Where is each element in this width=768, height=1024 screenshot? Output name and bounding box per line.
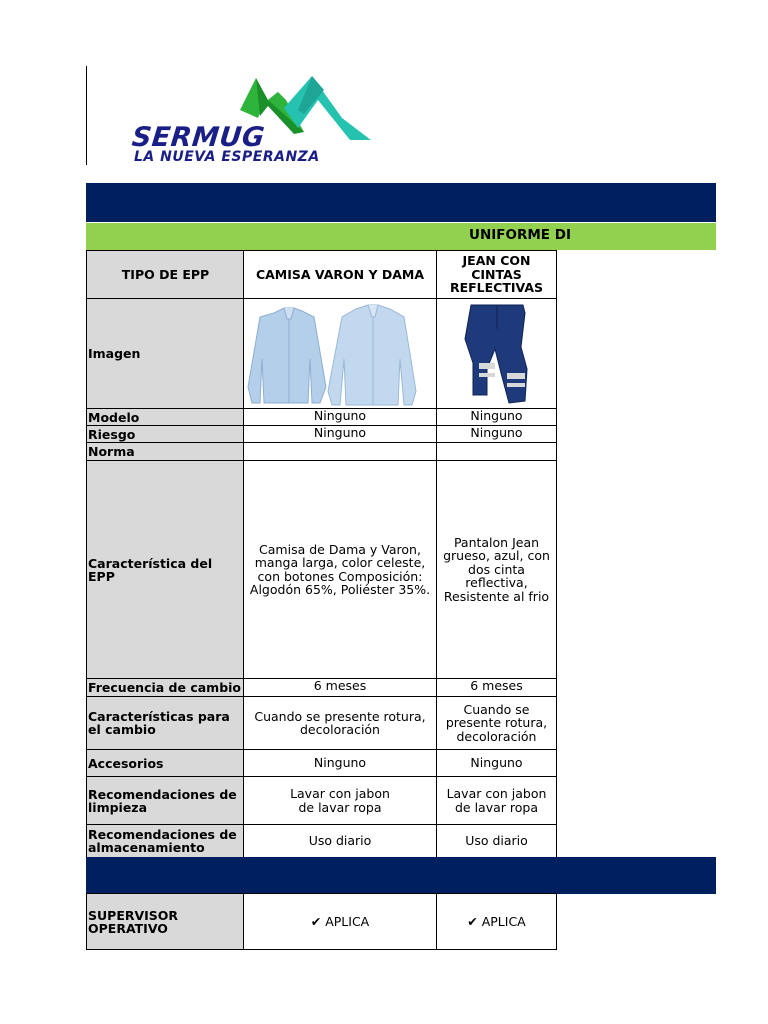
- row-limpieza-col1: Lavar con jabon de lavar ropa: [243, 776, 437, 825]
- row-limpieza-text: Recomendaciones de limpieza: [88, 786, 237, 815]
- row-norma-col1: [243, 442, 437, 461]
- header-tipo-epp: [86, 250, 244, 299]
- row-caracteristica-col1: Camisa de Dama y Varon, manga larga, color celeste, con botones Composición: Algodón 65%, Poliéster 35%.: [243, 460, 437, 679]
- page-margin-line: [86, 66, 87, 165]
- section-title-bar: [86, 223, 716, 250]
- row-accesorios-col1: Ninguno: [243, 749, 437, 777]
- row-almacenamiento-label: [86, 824, 244, 858]
- row-modelo-text: Modelo: [88, 409, 140, 425]
- section-title: UNIFORME DI: [469, 227, 571, 243]
- brand-tagline: LA NUEVA ESPERANZA: [134, 149, 320, 165]
- shirt-men-icon: [328, 305, 416, 405]
- row-cambio-col1: Cuando se presente rotura, decoloración: [243, 696, 437, 750]
- row-almacenamiento-text: Recomendaciones de almacenamiento: [88, 827, 237, 855]
- row-caracteristica-col2: Pantalon Jean grueso, azul, con dos cinta reflectiva, Resistente al frio: [436, 460, 557, 679]
- shirts-image: [244, 299, 437, 409]
- row-accesorios-col2: Ninguno: [436, 749, 557, 777]
- row-cambio-text: Características para el cambio: [88, 709, 230, 737]
- row-frecuencia-col1: 6 meses: [243, 678, 437, 697]
- row-imagen-col1: [243, 298, 437, 409]
- row-cambio-label: [86, 696, 244, 750]
- shirt-women-icon: [248, 308, 326, 403]
- row-modelo-col1: Ninguno: [243, 408, 437, 426]
- row-limpieza-label: [86, 776, 244, 825]
- row-supervisor-col2: ✔ APLICA: [436, 893, 557, 950]
- row-accesorios-text: Accesorios: [88, 755, 164, 771]
- row-norma-label: [86, 442, 244, 461]
- header-tipo-epp-label: TIPO DE EPP: [121, 266, 210, 282]
- header-col1: [243, 250, 437, 299]
- row-almacenamiento-col2: Uso diario: [436, 824, 557, 858]
- row-norma-col2: [436, 442, 557, 461]
- row-frecuencia-label: [86, 678, 244, 697]
- row-accesorios-label: [86, 749, 244, 777]
- row-frecuencia-col2: 6 meses: [436, 678, 557, 697]
- row-norma-text: Norma: [88, 444, 135, 459]
- row-riesgo-col1: Ninguno: [243, 425, 437, 443]
- row-frecuencia-text: Frecuencia de cambio: [88, 680, 242, 695]
- row-riesgo-text: Riesgo: [88, 426, 136, 442]
- row-cambio-col2: Cuando se presente rotura, decoloración: [436, 696, 557, 750]
- row-imagen-label: [86, 298, 244, 409]
- row-supervisor-col1: ✔ APLICA: [243, 893, 437, 950]
- row-riesgo-col2: Ninguno: [436, 425, 557, 443]
- row-caracteristica-label: [86, 460, 244, 679]
- row-caracteristica-text: Característica del EPP: [88, 555, 213, 584]
- header-col1-label: CAMISA VARON Y DAMA: [255, 266, 425, 282]
- row-modelo-label: [86, 408, 244, 426]
- header-col2-label: JEAN CON CINTAS REFLECTIVAS: [449, 253, 544, 296]
- row-modelo-col2: Ninguno: [436, 408, 557, 426]
- jeans-reflective-icon: [437, 299, 557, 409]
- header-col2: [436, 250, 557, 299]
- row-almacenamiento-col1: Uso diario: [243, 824, 437, 858]
- footer-band: [86, 857, 716, 894]
- row-riesgo-label: [86, 425, 244, 443]
- row-supervisor-text: SUPERVISOR OPERATIVO: [88, 907, 179, 936]
- sermug-logo: [128, 70, 390, 168]
- row-imagen-col2: [436, 298, 557, 409]
- row-imagen-text: Imagen: [88, 346, 141, 361]
- row-supervisor-label: [86, 893, 244, 950]
- row-limpieza-col2: Lavar con jabon de lavar ropa: [436, 776, 557, 825]
- header-band: [86, 183, 716, 222]
- brand-name: SERMUG: [130, 122, 267, 153]
